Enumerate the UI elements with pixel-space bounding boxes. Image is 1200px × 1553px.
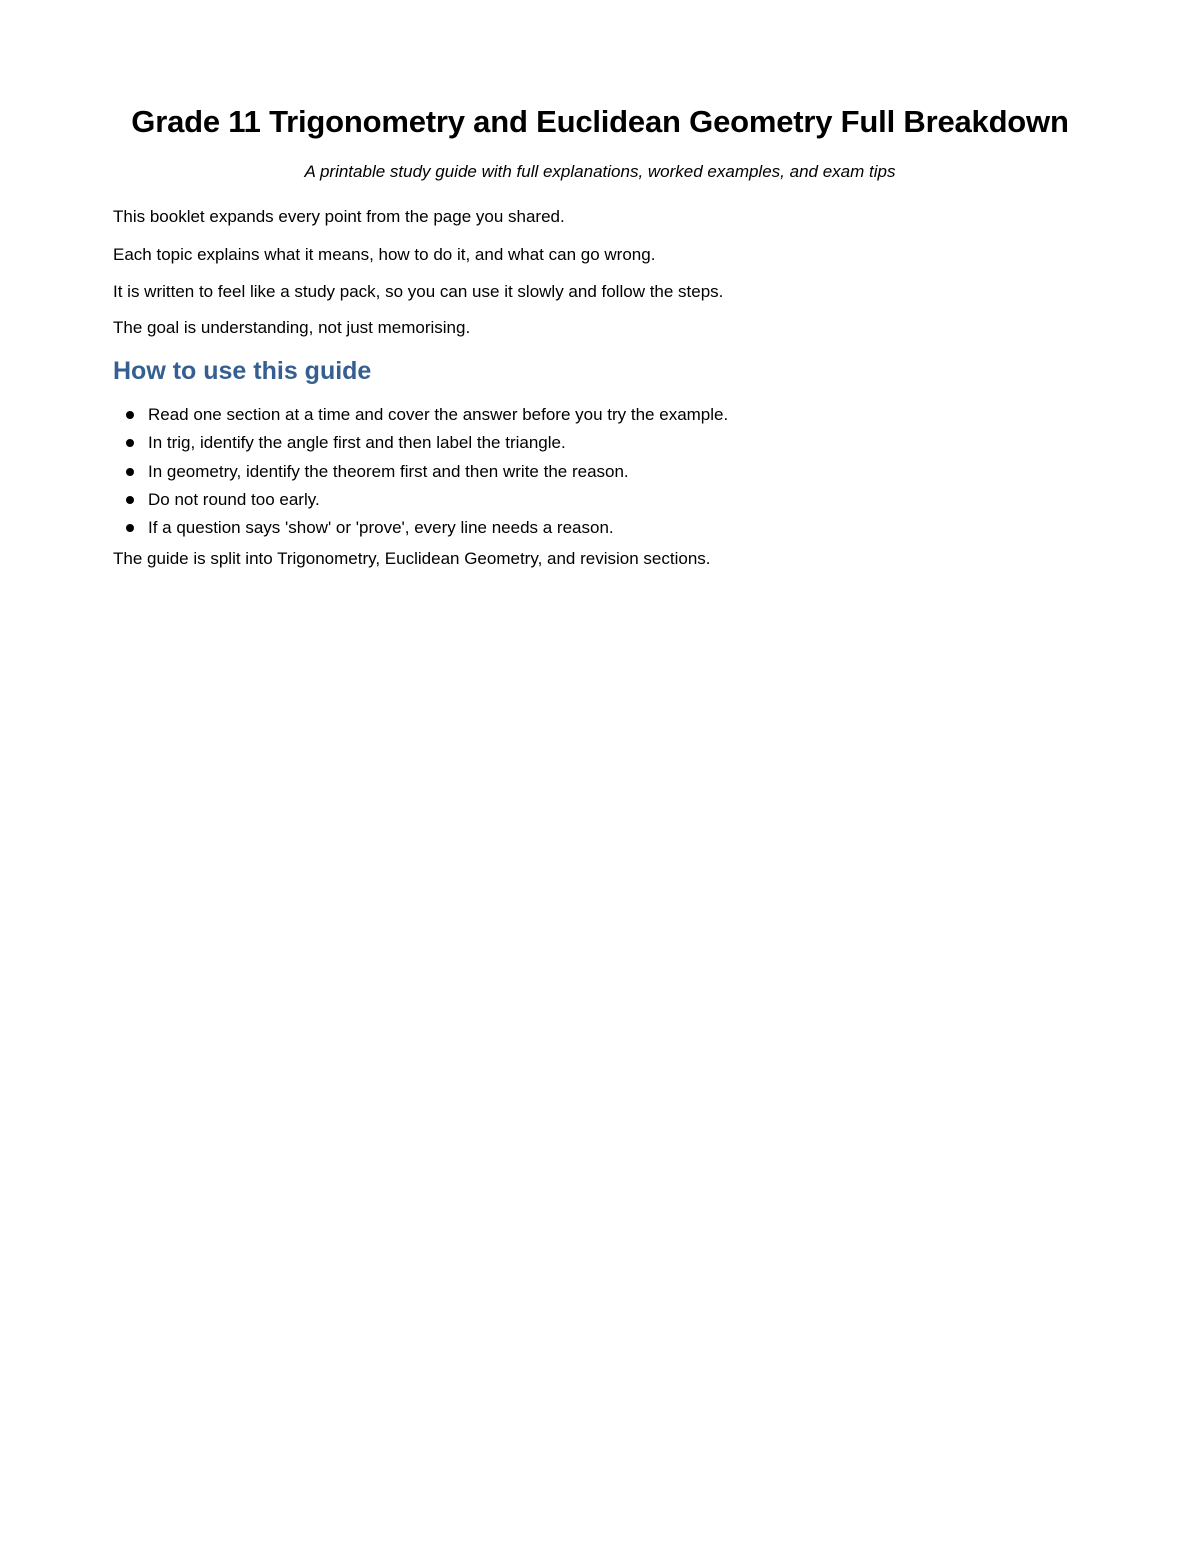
section-heading: How to use this guide (113, 357, 372, 385)
bullet-list (113, 404, 1113, 545)
bullet-icon (126, 439, 134, 447)
list-item (113, 432, 1113, 460)
list-item-text: In trig, identify the angle first and then label the triangle. (148, 433, 566, 453)
intro-paragraph: Each topic explains what it means, how to do it, and what can go wrong. (113, 245, 656, 264)
list-item-text: Read one section at a time and cover the answer before you try the example. (148, 405, 729, 424)
intro-paragraph: It is written to feel like a study pack, so you can use it slowly and follow the steps. (113, 282, 724, 301)
list-item-text: If a question says 'show' or 'prove', every line needs a reason. (148, 518, 614, 538)
intro-paragraph: The goal is understanding, not just memorising. (113, 318, 471, 337)
bullet-icon (126, 411, 134, 419)
bullet-icon (126, 524, 134, 532)
intro-paragraph: This booklet expands every point from the page you shared. (113, 207, 565, 226)
list-item (113, 517, 1113, 545)
list-item-text: Do not round too early. (148, 489, 320, 509)
list-item (113, 404, 1113, 432)
bullet-icon (126, 496, 134, 504)
list-item (113, 489, 1113, 517)
list-item-text: In geometry, identify the theorem first and then write the reason. (148, 461, 629, 481)
document-subtitle: A printable study guide with full explanations, worked examples, and exam tips (304, 162, 896, 181)
list-item (113, 461, 1113, 489)
document-title: Grade 11 Trigonometry and Euclidean Geometry Full Breakdown (131, 104, 1069, 139)
closing-paragraph: The guide is split into Trigonometry, Euclidean Geometry, and revision sections. (113, 549, 711, 568)
bullet-icon (126, 468, 134, 476)
